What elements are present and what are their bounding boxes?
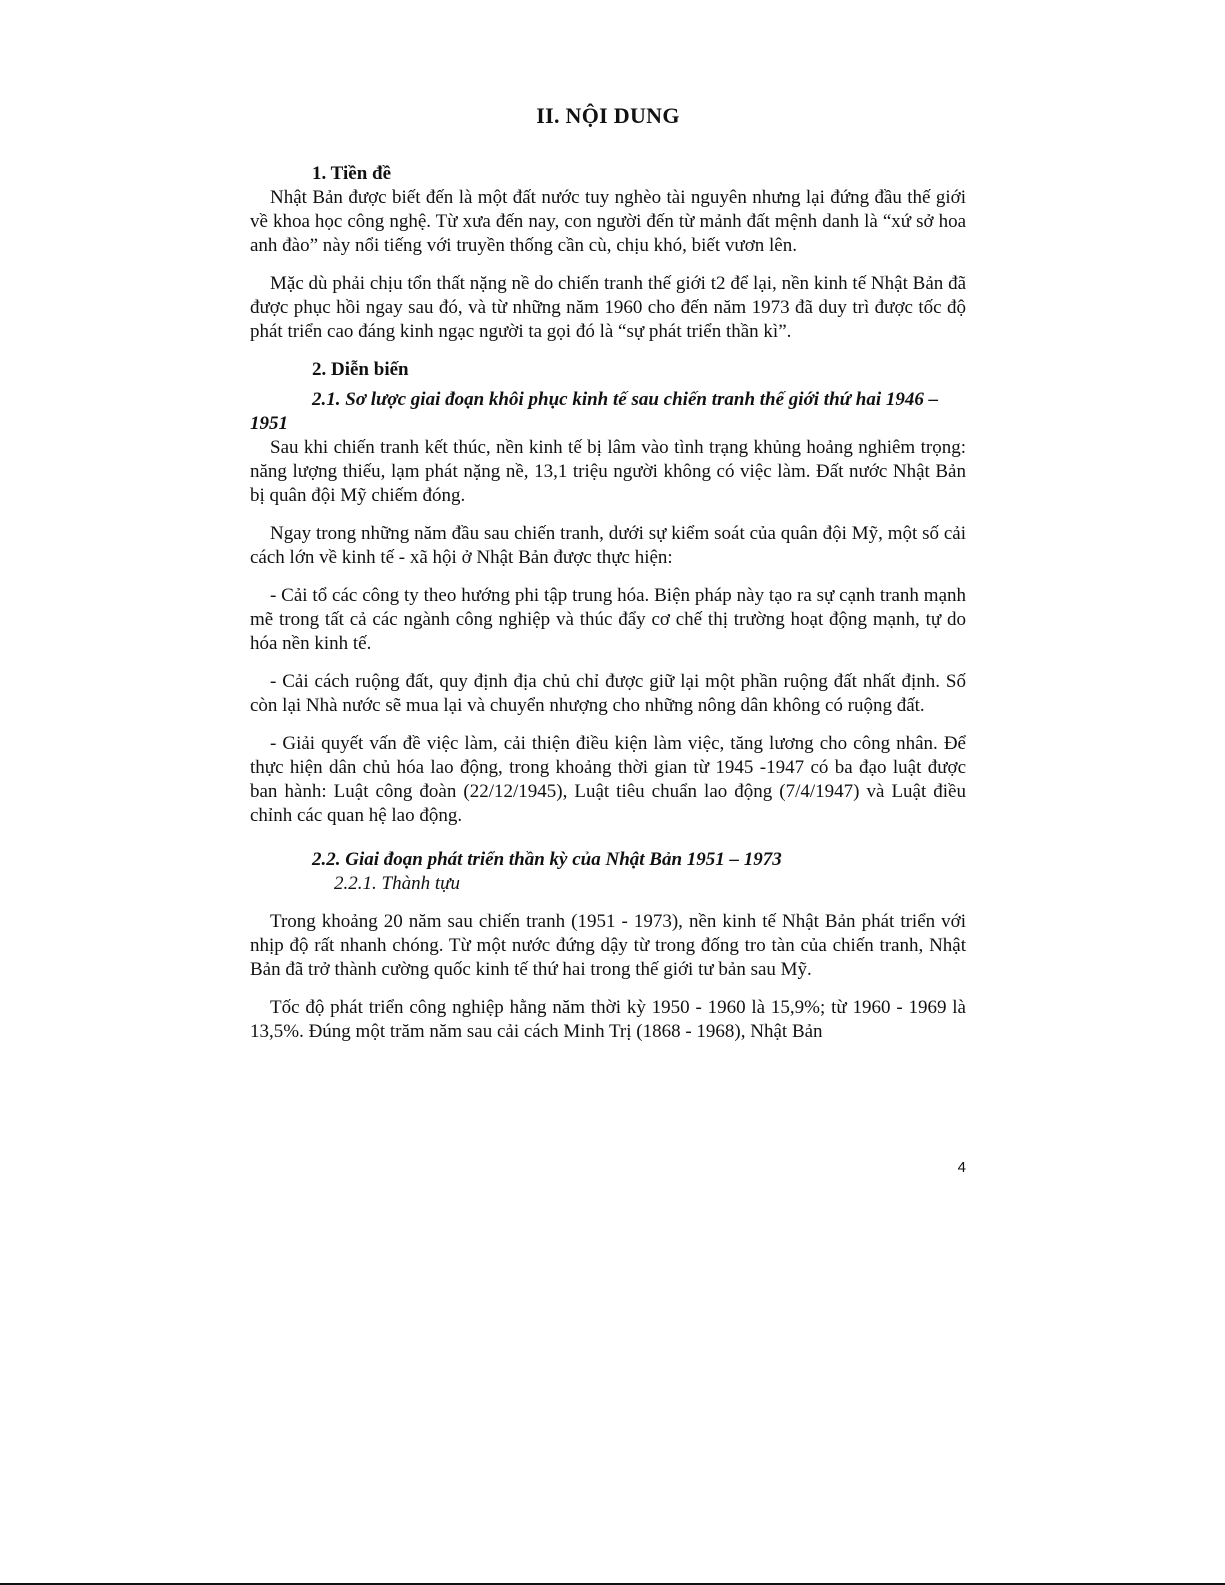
subsection-heading-2-2: 2.2. Giai đoạn phát triển thần kỳ của Nhật Bản 1951 – 1973 bbox=[312, 849, 782, 870]
page-number: 4 bbox=[957, 1159, 966, 1176]
paragraph: Mặc dù phải chịu tổn thất nặng nề do chiến tranh thế giới t2 để lại, nền kinh tế Nhật Bản đã được phục hồi ngay sau đó, và từ những năm 1960 cho đến năm 1973 đã duy trì được tốc độ phát triển cao đáng kinh ngạc người ta gọi đó là “sự phát triển thần kì”. bbox=[250, 273, 966, 342]
paragraph: Nhật Bản được biết đến là một đất nước tuy nghèo tài nguyên nhưng lại đứng đầu thế giới về khoa học công nghệ. Từ xưa đến nay, con người đến từ mảnh đất mệnh danh là “xứ sở hoa anh đào” này nổi tiếng với truyền thống cần cù, chịu khó, biết vươn lên. bbox=[250, 187, 966, 256]
paragraph: Trong khoảng 20 năm sau chiến tranh (1951 - 1973), nền kinh tế Nhật Bản phát triển với nhịp độ rất nhanh chóng. Từ một nước đứng dậy từ trong đống tro tàn của chiến tranh, Nhật Bản đã trở thành cường quốc kinh tế thứ hai trong thế giới tư bản sau Mỹ. bbox=[250, 911, 966, 980]
subsubsection-heading-2-2-1: 2.2.1. Thành tựu bbox=[334, 873, 460, 894]
paragraph: Ngay trong những năm đầu sau chiến tranh, dưới sự kiểm soát của quân đội Mỹ, một số cải cách lớn về kinh tế - xã hội ở Nhật Bản được thực hiện: bbox=[250, 523, 966, 568]
bullet-paragraph: - Cải cách ruộng đất, quy định địa chủ chỉ được giữ lại một phần ruộng đất nhất định. Số còn lại Nhà nước sẽ mua lại và chuyển nhượng cho những nông dân không có ruộng đất. bbox=[250, 671, 966, 716]
paragraph: Sau khi chiến tranh kết thúc, nền kinh tế bị lâm vào tình trạng khủng hoảng nghiêm trọng: năng lượng thiếu, lạm phát nặng nề, 13,1 triệu người không có việc làm. Đất nước Nhật Bản bị quân đội Mỹ chiếm đóng. bbox=[250, 437, 966, 506]
bullet-paragraph: - Giải quyết vấn đề việc làm, cải thiện điều kiện làm việc, tăng lương cho công nhân. Để thực hiện dân chủ hóa lao động, trong khoảng thời gian từ 1945 -1947 có ba đạo luật được ban hành: Luật công đoàn (22/12/1945), Luật tiêu chuẩn lao động (7/4/1947) và Luật điều chỉnh các quan hệ lao động. bbox=[250, 733, 966, 826]
subsection-heading-2-1: 2.1. Sơ lược giai đoạn khôi phục kinh tế sau chiến tranh thế giới thứ hai 1946 – 1951 bbox=[250, 389, 939, 434]
page-title: II. NỘI DUNG bbox=[536, 103, 680, 128]
paragraph: Tốc độ phát triển công nghiệp hằng năm thời kỳ 1950 - 1960 là 15,9%; từ 1960 - 1969 là 13,5%. Đúng một trăm năm sau cải cách Minh Trị (1868 - 1968), Nhật Bản bbox=[250, 997, 966, 1042]
section-heading-dien-bien: 2. Diễn biến bbox=[312, 359, 409, 380]
bullet-paragraph: - Cải tổ các công ty theo hướng phi tập trung hóa. Biện pháp này tạo ra sự cạnh tranh mạnh mẽ trong tất cả các ngành công nghiệp và thúc đẩy cơ chế thị trường hoạt động mạnh, tự do hóa nền kinh tế. bbox=[250, 585, 966, 654]
page-content bbox=[250, 96, 966, 1044]
section-heading-tien-de: 1. Tiền đề bbox=[312, 163, 392, 184]
